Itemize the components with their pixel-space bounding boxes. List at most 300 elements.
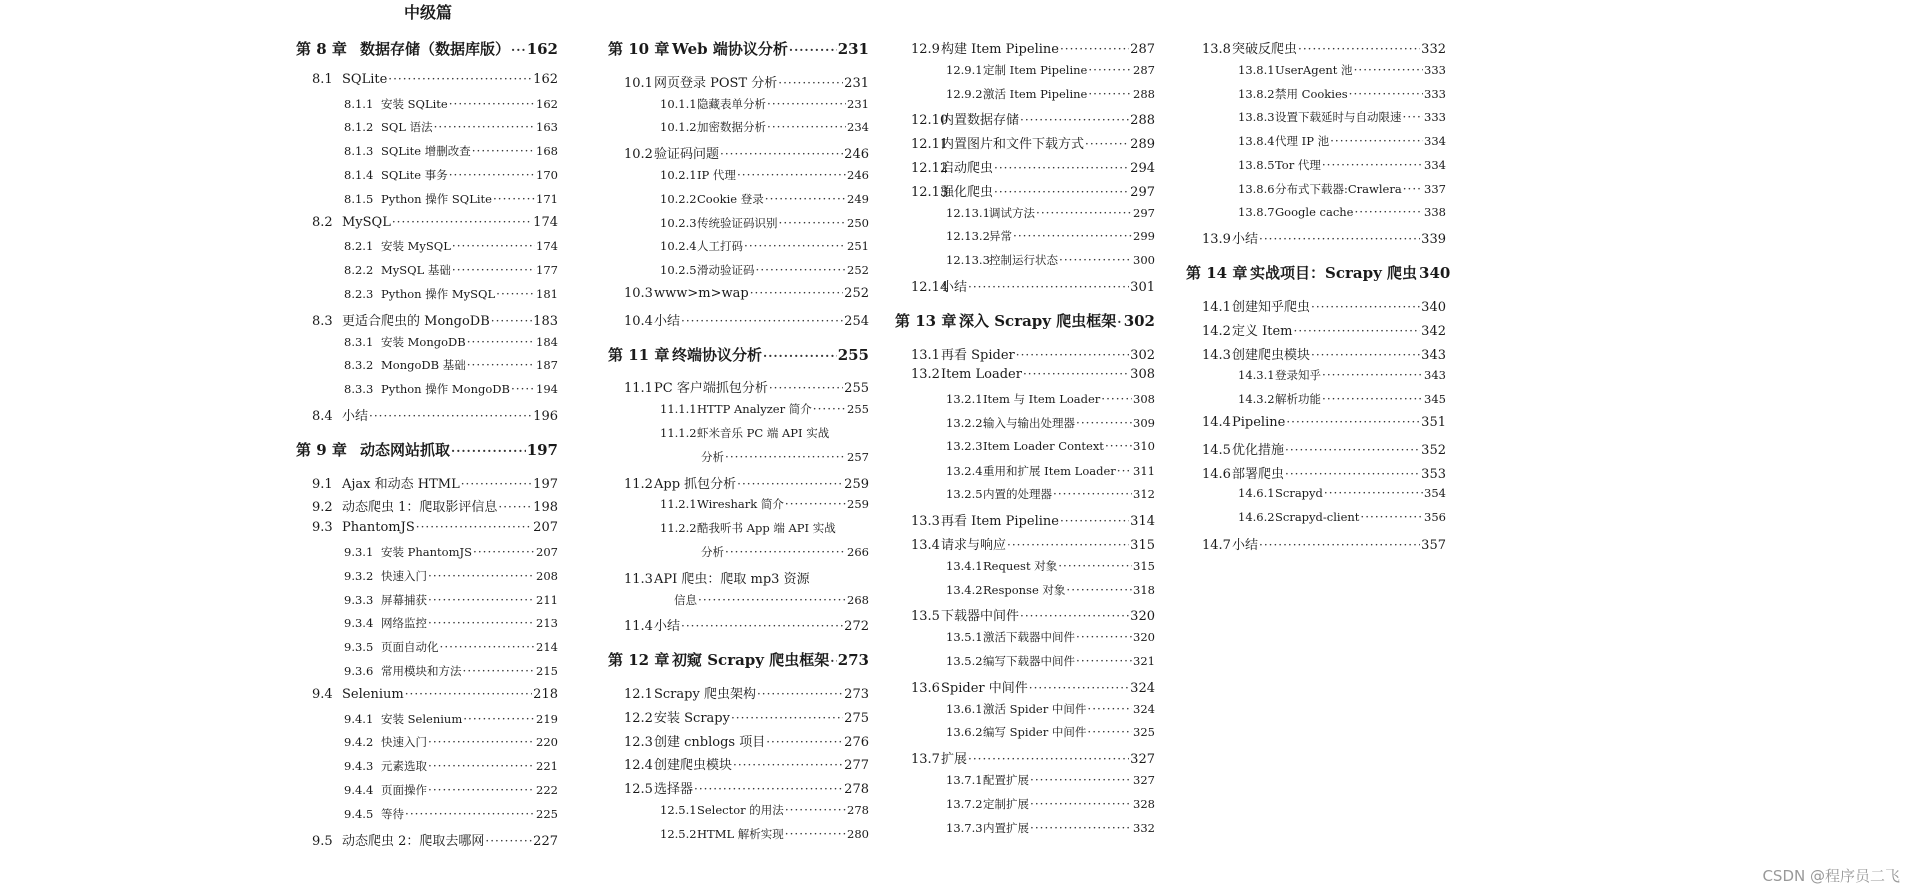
entry-number: 9.3.2 — [344, 569, 374, 583]
section-entry — [624, 683, 869, 702]
section-entry — [1202, 415, 1446, 430]
entry-title: 创建知乎爬虫 — [1232, 300, 1311, 315]
dot-leader — [681, 619, 843, 633]
entry-number: 11.2.1 — [660, 497, 697, 511]
section-entry — [624, 377, 869, 396]
dot-leader — [767, 97, 846, 111]
entry-title: API 爬虫：爬取 mp3 资源 — [654, 572, 810, 587]
entry-title: Spider 中间件 — [941, 681, 1028, 696]
entry-title: 酷我听书 App 端 API 实战 — [697, 521, 836, 535]
entry-number: 12.9 — [911, 42, 940, 57]
dot-leader — [1322, 392, 1423, 406]
entry-title: 选择器 — [654, 782, 694, 797]
entry-number: 13.4.2 — [946, 583, 983, 597]
entry-title: 小结 — [1232, 538, 1259, 553]
entry-number: 12.5.2 — [660, 827, 697, 841]
dot-leader — [1117, 315, 1122, 329]
entry-number: 12.12 — [911, 161, 949, 176]
subsection-entry — [946, 796, 1155, 812]
dot-leader — [493, 192, 535, 206]
entry-title: 重用和扩展 Item Loader — [983, 464, 1116, 478]
page-number: 227 — [533, 834, 558, 849]
dot-leader — [744, 239, 846, 253]
entry-title: 扩展 — [941, 752, 968, 767]
dot-leader — [698, 593, 846, 607]
entry-title: App 抓包分析 — [654, 477, 737, 492]
entry-title: 等待 — [381, 807, 404, 821]
entry-number: 11.1.1 — [660, 402, 697, 416]
entry-title: 深入 Scrapy 爬虫框架 — [959, 312, 1117, 330]
entry-number: 第 10 章 — [608, 40, 670, 58]
entry-title: 内置的处理器 — [983, 487, 1052, 501]
subsection-entry — [344, 238, 558, 254]
dot-leader — [416, 520, 532, 534]
section-entry — [312, 215, 558, 230]
dot-leader — [1088, 63, 1132, 77]
page-number: 162 — [536, 97, 558, 111]
entry-title: 创建 cnblogs 项目 — [654, 735, 766, 750]
chapter-entry — [895, 310, 1155, 331]
page-number: 211 — [536, 593, 558, 607]
dot-leader — [440, 640, 536, 654]
subsection-entry — [946, 653, 1155, 669]
dot-leader — [1311, 348, 1420, 362]
section-entry — [911, 157, 1155, 176]
page-number: 225 — [536, 807, 558, 821]
entry-number: 10.2.4 — [660, 239, 697, 253]
entry-number: 第 11 章 — [608, 346, 670, 364]
section-entry — [1202, 344, 1446, 363]
entry-number: 9.3.5 — [344, 640, 374, 654]
dot-leader — [1360, 510, 1423, 524]
subsection-entry — [660, 167, 869, 183]
page-number: 356 — [1424, 510, 1446, 524]
entry-title: 页面自动化 — [381, 640, 439, 654]
section-entry — [312, 310, 558, 329]
dot-leader — [452, 239, 535, 253]
dot-leader — [1036, 206, 1132, 220]
page-number: 215 — [536, 664, 558, 678]
dot-leader — [1023, 367, 1129, 381]
entry-number: 14.4 — [1202, 415, 1231, 430]
section-entry — [624, 72, 869, 91]
toc-continuation — [701, 544, 869, 560]
dot-leader — [498, 500, 532, 514]
page-number: 309 — [1133, 416, 1155, 430]
subsection-entry — [946, 772, 1155, 788]
entry-number: 12.5.1 — [660, 803, 697, 817]
page-number: 252 — [844, 286, 869, 301]
dot-leader — [1330, 134, 1423, 148]
page-number: 312 — [1133, 487, 1155, 501]
entry-number: 14.5 — [1202, 443, 1231, 458]
entry-title: 登录知乎 — [1275, 368, 1321, 382]
entry-title: 控制运行状态 — [989, 253, 1058, 267]
page-number: 340 — [1421, 300, 1446, 315]
entry-title: Item Loader — [941, 367, 1022, 382]
section-entry — [1202, 38, 1446, 57]
dot-leader — [1403, 110, 1424, 124]
page-number: 249 — [847, 192, 869, 206]
page-number: 318 — [1133, 583, 1155, 597]
page-number: 246 — [847, 168, 869, 182]
dot-leader — [785, 497, 846, 511]
dot-leader — [1354, 63, 1423, 77]
entry-title: 突破反爬虫 — [1232, 42, 1298, 57]
page-number: 334 — [1424, 158, 1446, 172]
section-entry — [1202, 320, 1446, 339]
page-number: 321 — [1133, 654, 1155, 668]
entry-number: 12.5 — [624, 782, 653, 797]
entry-number: 12.4 — [624, 758, 653, 773]
entry-title: 下载器中间件 — [941, 609, 1020, 624]
entry-title: 解析功能 — [1275, 392, 1321, 406]
entry-number: 12.9.2 — [946, 87, 983, 101]
page-number: 163 — [536, 120, 558, 134]
entry-number: 12.3 — [624, 735, 653, 750]
entry-title: 编写下载器中间件 — [983, 654, 1075, 668]
entry-title: 数据存储（数据库版） — [360, 40, 511, 58]
dot-leader — [467, 335, 535, 349]
subsection-entry — [1238, 367, 1446, 383]
entry-number: 13.7.3 — [946, 821, 983, 835]
page-number: 308 — [1133, 392, 1155, 406]
section-entry — [312, 520, 558, 535]
dot-leader — [731, 711, 843, 725]
entry-title: 滑动验证码 — [697, 263, 755, 277]
subsection-entry — [660, 802, 869, 818]
entry-number: 13.7 — [911, 752, 940, 767]
entry-title: 页面操作 — [381, 783, 427, 797]
entry-number: 9.4.2 — [344, 735, 374, 749]
entry-number: 9.5 — [312, 834, 333, 849]
entry-title: Selenium — [342, 687, 404, 702]
page-number: 231 — [844, 76, 869, 91]
dot-leader — [485, 834, 532, 848]
entry-number: 13.7.2 — [946, 797, 983, 811]
dot-leader — [449, 97, 535, 111]
page-number: 234 — [847, 120, 869, 134]
page-number: 300 — [1133, 253, 1155, 267]
page-number: 343 — [1424, 368, 1446, 382]
section-entry — [1202, 228, 1446, 247]
dot-leader — [968, 280, 1129, 294]
entry-number: 12.14 — [911, 280, 949, 295]
page-number: 231 — [847, 97, 869, 111]
page-number: 250 — [847, 216, 869, 230]
entry-number: 13.1 — [911, 348, 940, 363]
entry-title: 常用模块和方法 — [381, 664, 462, 678]
entry-number: 8.1.5 — [344, 192, 374, 206]
dot-leader — [681, 314, 843, 328]
dot-leader — [1076, 416, 1132, 430]
entry-number: 13.6.2 — [946, 725, 983, 739]
page-number: 338 — [1424, 205, 1446, 219]
subsection-entry — [660, 191, 869, 207]
section-entry — [911, 534, 1155, 553]
entry-number: 第 13 章 — [895, 312, 957, 330]
entry-title: 网页登录 POST 分析 — [654, 76, 778, 91]
entry-title: Response 对象 — [983, 583, 1066, 597]
page-number: 197 — [533, 477, 558, 492]
entry-number: 9.3 — [312, 520, 333, 535]
entry-number: 11.3 — [624, 572, 653, 587]
page-number: 328 — [1133, 797, 1155, 811]
entry-title: 激活 Spider 中间件 — [983, 702, 1087, 716]
dot-leader — [1298, 42, 1420, 56]
entry-number: 12.2 — [624, 711, 653, 726]
entry-title: Item 与 Item Loader — [983, 392, 1101, 406]
dot-leader — [1007, 538, 1129, 552]
page-number: 222 — [536, 783, 558, 797]
section-entry — [911, 344, 1155, 363]
dot-leader — [428, 569, 535, 583]
page-number: 308 — [1130, 367, 1155, 382]
entry-title: 小结 — [1232, 232, 1259, 247]
toc-continuation — [701, 449, 869, 465]
subsection-entry — [344, 568, 558, 584]
dot-leader — [1285, 443, 1420, 457]
entry-number: 12.13.1 — [946, 206, 990, 220]
page-number: 221 — [536, 759, 558, 773]
subsection-entry — [344, 782, 558, 798]
page-number: 174 — [533, 215, 558, 230]
entry-title: 调试方法 — [989, 206, 1035, 220]
subsection-entry — [344, 615, 558, 631]
subsection-entry — [1238, 86, 1446, 102]
dot-leader — [452, 263, 535, 277]
section-entry — [624, 143, 869, 162]
entry-number: 14.1 — [1202, 300, 1231, 315]
dot-leader — [369, 409, 532, 423]
entry-number: 12.13.2 — [946, 229, 990, 243]
page-number: 168 — [536, 144, 558, 158]
chapter-entry — [608, 649, 869, 670]
subsection-entry — [660, 262, 869, 278]
dot-leader — [473, 545, 535, 559]
dot-leader — [463, 712, 535, 726]
entry-number: 12.9.1 — [946, 63, 983, 77]
dot-leader — [1030, 797, 1132, 811]
dot-leader — [1058, 559, 1132, 573]
page-number: 194 — [536, 382, 558, 396]
page-number: 302 — [1130, 348, 1155, 363]
page-number: 184 — [536, 335, 558, 349]
page-number: 320 — [1130, 609, 1155, 624]
section-entry — [624, 568, 869, 587]
page-number: 353 — [1421, 467, 1446, 482]
dot-leader — [1294, 324, 1421, 338]
entry-title: 隐藏表单分析 — [697, 97, 766, 111]
dot-leader — [763, 349, 837, 363]
dot-leader — [994, 185, 1129, 199]
entry-title: SQL 语法 — [381, 120, 433, 134]
subsection-entry — [946, 415, 1155, 431]
entry-number: 10.2 — [624, 147, 653, 162]
entry-title: Request 对象 — [983, 559, 1058, 573]
dot-leader — [1117, 464, 1132, 478]
page-number: 289 — [1130, 137, 1155, 152]
section-entry — [1202, 463, 1446, 482]
entry-title: 验证码问题 — [654, 147, 720, 162]
dot-leader — [785, 827, 846, 841]
dot-leader — [720, 147, 843, 161]
subsection-entry — [660, 496, 869, 512]
dot-leader — [1085, 137, 1129, 151]
page-number: 334 — [1424, 134, 1446, 148]
entry-number: 14.7 — [1202, 538, 1231, 553]
entry-title: 定制 Item Pipeline — [983, 63, 1088, 77]
entry-title: HTML 解析实现 — [697, 827, 784, 841]
page-number: 171 — [536, 192, 558, 206]
page-number: 333 — [1424, 63, 1446, 77]
entry-title: 构建 Item Pipeline — [941, 42, 1059, 57]
section-entry — [624, 731, 869, 750]
section-entry — [312, 405, 558, 424]
page-number: 213 — [536, 616, 558, 630]
subsection-entry — [660, 119, 869, 135]
section-entry — [911, 276, 1155, 295]
dot-leader — [1053, 487, 1132, 501]
dot-leader — [1016, 348, 1129, 362]
subsection-entry — [344, 119, 558, 135]
page-number: 354 — [1424, 486, 1446, 500]
entry-title: Web 端协议分析 — [672, 40, 788, 58]
page-number: 288 — [1133, 87, 1155, 101]
entry-number: 9.3.6 — [344, 664, 374, 678]
page-number: 276 — [844, 735, 869, 750]
entry-title: SQLite — [342, 72, 388, 87]
page-number: 342 — [1421, 324, 1446, 339]
entry-number: 12.13 — [911, 185, 949, 200]
subsection-entry — [946, 701, 1155, 717]
entry-title: 分析 — [701, 545, 724, 559]
subsection-entry — [344, 143, 558, 159]
entry-number: 14.6 — [1202, 467, 1231, 482]
entry-title: MySQL 基础 — [381, 263, 451, 277]
entry-number: 8.2.1 — [344, 239, 374, 253]
section-entry — [312, 830, 558, 849]
entry-number: 13.2.4 — [946, 464, 983, 478]
entry-title: 安装 Selenium — [381, 712, 463, 726]
page-number: 327 — [1130, 752, 1155, 767]
dot-leader — [737, 477, 843, 491]
subsection-entry — [946, 486, 1155, 502]
subsection-entry — [946, 62, 1155, 78]
page-number: 220 — [536, 735, 558, 749]
dot-leader — [765, 192, 846, 206]
entry-title: 屏幕捕获 — [381, 593, 427, 607]
section-entry — [911, 677, 1155, 696]
entry-title: 禁用 Cookies — [1275, 87, 1348, 101]
section-entry — [1202, 439, 1446, 458]
subsection-entry — [344, 758, 558, 774]
subsection-entry — [1238, 510, 1446, 524]
subsection-entry — [1238, 157, 1446, 173]
subsection-entry — [946, 463, 1155, 479]
entry-number: 13.2.1 — [946, 392, 983, 406]
page-number: 333 — [1424, 110, 1446, 124]
dot-leader — [750, 286, 843, 300]
entry-title: 再看 Spider — [941, 348, 1015, 363]
entry-title: www>m>wap — [654, 286, 749, 301]
page-number: 196 — [533, 409, 558, 424]
page-number: 197 — [526, 441, 558, 459]
page-number: 332 — [1421, 42, 1446, 57]
page-number: 251 — [847, 239, 869, 253]
entry-title: 实战项目：Scrapy 爬虫 — [1250, 264, 1418, 282]
subsection-entry — [1238, 205, 1446, 219]
entry-title: 小结 — [654, 314, 681, 329]
page-number: 259 — [847, 497, 869, 511]
entry-number: 13.2.5 — [946, 487, 983, 501]
page-number: 266 — [847, 545, 869, 559]
subsection-entry — [1238, 109, 1446, 125]
entry-number: 11.1.2 — [660, 426, 697, 440]
entry-title: 安装 SQLite — [381, 97, 448, 111]
entry-number: 8.1.1 — [344, 97, 374, 111]
entry-title: 安装 Scrapy — [654, 711, 730, 726]
page-number: 327 — [1133, 773, 1155, 787]
entry-title: 分布式下载器:Crawlera — [1275, 182, 1402, 196]
subsection-entry — [344, 711, 558, 727]
page-number: 198 — [533, 500, 558, 515]
entry-title: 信息 — [674, 593, 697, 607]
dot-leader — [1354, 205, 1423, 219]
dot-leader — [511, 43, 526, 57]
page-number: 231 — [837, 40, 869, 58]
page-number: 214 — [536, 640, 558, 654]
subsection-entry — [660, 425, 869, 441]
entry-title: 人工打码 — [697, 239, 743, 253]
page-number: 255 — [837, 346, 869, 364]
entry-number: 9.3.4 — [344, 616, 374, 630]
subsection-entry — [344, 167, 558, 183]
subsection-entry — [1238, 62, 1446, 78]
subsection-entry — [660, 215, 869, 231]
section-entry — [312, 496, 558, 515]
entry-number: 13.4.1 — [946, 559, 983, 573]
entry-title: 创建爬虫模块 — [1232, 348, 1311, 363]
subsection-entry — [660, 520, 869, 536]
entry-title: 内置图片和文件下载方式 — [941, 137, 1085, 152]
section-entry — [911, 109, 1155, 128]
entry-number: 8.1.2 — [344, 120, 374, 134]
page-number: 351 — [1421, 415, 1446, 430]
page-number: 333 — [1424, 87, 1446, 101]
entry-title: 加密数据分析 — [697, 120, 766, 134]
page-number: 208 — [536, 569, 558, 583]
entry-number: 9.2 — [312, 500, 333, 515]
dot-leader — [1322, 368, 1423, 382]
section-entry — [911, 181, 1155, 200]
dot-leader — [757, 687, 843, 701]
entry-title: 请求与响应 — [941, 538, 1007, 553]
entry-title: 安装 MySQL — [381, 239, 451, 253]
entry-number: 14.3.1 — [1238, 368, 1275, 382]
entry-title: 激活 Item Pipeline — [983, 87, 1088, 101]
entry-number: 9.4 — [312, 687, 333, 702]
dot-leader — [1311, 300, 1420, 314]
page-number: 177 — [536, 263, 558, 277]
entry-number: 12.13.3 — [946, 253, 990, 267]
entry-title: 快速入门 — [381, 569, 427, 583]
dot-leader — [405, 687, 532, 701]
entry-title: Ajax 和动态 HTML — [342, 477, 460, 492]
page-number: 277 — [844, 758, 869, 773]
entry-title: 部署爬虫 — [1232, 467, 1285, 482]
entry-number: 14.2 — [1202, 324, 1231, 339]
